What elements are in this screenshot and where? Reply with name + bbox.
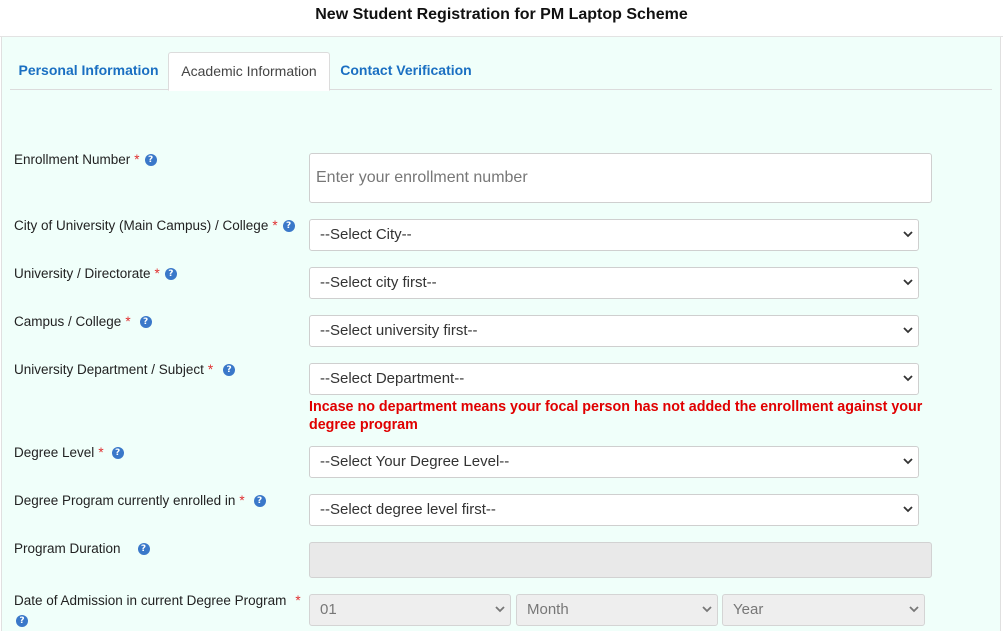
required-mark: * (239, 493, 245, 508)
required-mark: * (134, 152, 140, 167)
city-label: City of University (Main Campus) / College * ? (14, 217, 295, 235)
degree-level-label: Degree Level * ? (14, 444, 124, 462)
department-select-value: --Select Department-- (320, 370, 465, 387)
campus-select[interactable] (309, 315, 919, 347)
university-select[interactable] (309, 267, 919, 299)
tab-personal-information[interactable]: Personal Information (18, 62, 159, 78)
tab-contact-verification[interactable]: Contact Verification (340, 62, 472, 78)
degree-level-select[interactable] (309, 446, 919, 478)
required-mark: * (207, 362, 214, 377)
admission-year-select[interactable] (722, 594, 925, 626)
tab-academic-information[interactable]: Academic Information (168, 52, 330, 91)
degree-program-select-value: --Select degree level first-- (320, 501, 496, 518)
department-select[interactable] (309, 363, 919, 395)
admission-date-label: Date of Admission in current Degree Program * (14, 593, 301, 608)
help-icon[interactable]: ? (283, 220, 295, 232)
chevron-down-icon (495, 604, 505, 614)
tab-bar (10, 52, 992, 90)
program-duration-label: Program Duration ? (14, 540, 150, 558)
program-duration-field (309, 542, 932, 578)
help-icon[interactable]: ? (112, 447, 124, 459)
help-icon[interactable]: ? (254, 495, 266, 507)
admission-month-value: Month (527, 601, 569, 618)
city-select-value: --Select City-- (320, 226, 412, 243)
help-icon[interactable]: ? (140, 316, 152, 328)
department-label: University Department / Subject * ? (14, 361, 235, 379)
required-mark: * (272, 218, 278, 233)
required-mark: * (125, 314, 131, 329)
campus-select-value: --Select university first-- (320, 322, 478, 339)
help-icon[interactable]: ? (145, 154, 157, 166)
department-warning-text: Incase no department means your focal person has not added the enrollment against your degree program (309, 399, 923, 433)
enrollment-input[interactable] (309, 153, 932, 203)
university-select-value: --Select city first-- (320, 274, 437, 291)
help-icon[interactable]: ? (165, 268, 177, 280)
university-label: University / Directorate * ? (14, 265, 177, 283)
admission-day-value: 01 (320, 601, 337, 618)
admission-month-select[interactable] (516, 594, 718, 626)
campus-label: Campus / College * ? (14, 313, 152, 331)
admission-year-value: Year (733, 601, 764, 618)
help-icon[interactable]: ? (223, 364, 235, 376)
chevron-down-icon (903, 373, 913, 383)
city-select[interactable] (309, 219, 919, 251)
chevron-down-icon (903, 229, 913, 239)
required-mark: * (98, 445, 104, 460)
title-bar (0, 0, 1003, 37)
help-icon[interactable]: ? (138, 543, 150, 555)
required-mark: * (154, 266, 160, 281)
chevron-down-icon (903, 325, 913, 335)
required-mark: * (295, 593, 301, 608)
admission-day-select[interactable] (309, 594, 511, 626)
page-title: New Student Registration for PM Laptop Scheme (315, 6, 688, 23)
chevron-down-icon (903, 456, 913, 466)
degree-level-select-value: --Select Your Degree Level-- (320, 453, 510, 470)
chevron-down-icon (903, 504, 913, 514)
chevron-down-icon (909, 604, 919, 614)
degree-program-select[interactable] (309, 494, 919, 526)
chevron-down-icon (903, 277, 913, 287)
help-icon[interactable]: ? (16, 615, 28, 627)
chevron-down-icon (702, 604, 712, 614)
degree-program-label: Degree Program currently enrolled in * ? (14, 492, 266, 510)
enrollment-label: Enrollment Number * ? (14, 151, 157, 169)
